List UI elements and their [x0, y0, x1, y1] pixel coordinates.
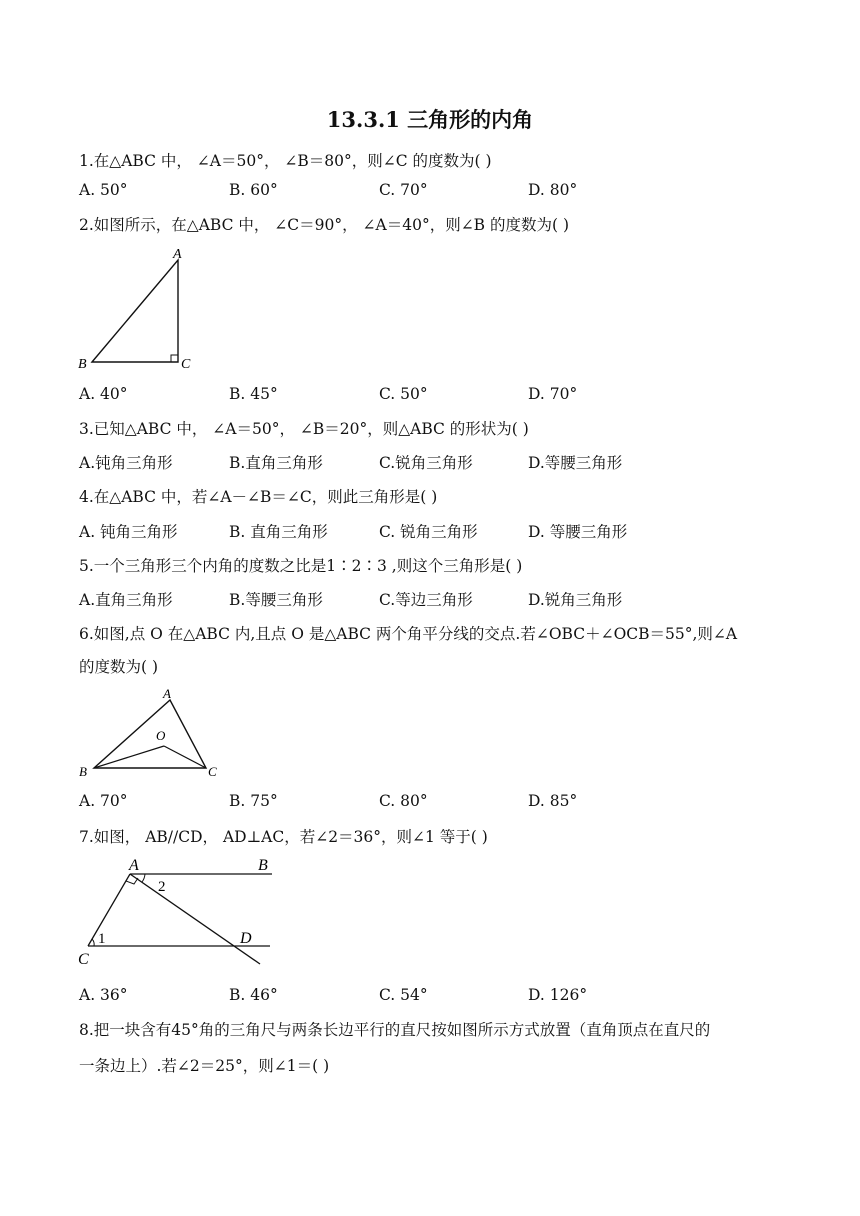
option-b: B. 46° [229, 986, 278, 1004]
page-title: 13.3.1 三角形的内角 [326, 107, 534, 132]
question-2-stem: 2.如图所示，在△ABC 中， ∠C＝90°， ∠A＝40°，则∠B 的度数为( ) [79, 216, 570, 234]
option-c: C. 50° [379, 385, 428, 403]
right-angle-mark [171, 355, 178, 362]
label-a: A [173, 247, 182, 262]
label-a: A [163, 686, 171, 701]
option-a: A. 36° [79, 986, 128, 1004]
right-triangle-figure [74, 240, 204, 375]
option-c: C. 80° [379, 792, 428, 810]
label-d: D [240, 930, 252, 947]
label-angle-1: 1 [98, 931, 106, 947]
label-o: O [156, 728, 166, 743]
label-angle-2: 2 [158, 879, 166, 895]
question-6-stem-line-1: 6.如图,点 O 在△ABC 内,且点 O 是△ABC 两个角平分线的交点.若∠OBC＋∠OCB＝55°,则∠A [79, 625, 738, 643]
label-b: B [258, 857, 268, 874]
label-c: C [208, 764, 217, 779]
question-1-stem: 1.在△ABC 中， ∠A＝50°， ∠B＝80°，则∠C 的度数为( ) [79, 152, 492, 170]
option-b: B. 45° [229, 385, 278, 403]
option-d: D. 80° [528, 181, 578, 199]
segment-ac [88, 874, 130, 946]
option-d: D. 85° [528, 792, 578, 810]
option-a: A.钝角三角形 [79, 454, 173, 472]
option-a: A. 钝角三角形 [79, 523, 178, 541]
option-c: C.锐角三角形 [379, 454, 473, 472]
triangle-abc [92, 260, 178, 362]
line-ad [130, 874, 260, 964]
label-c: C [78, 951, 89, 968]
option-c: C.等边三角形 [379, 591, 473, 609]
option-a: A. 40° [79, 385, 128, 403]
option-c: C. 70° [379, 181, 428, 199]
label-c: C [181, 357, 191, 372]
option-d: D.锐角三角形 [528, 591, 623, 609]
angle-1-arc [92, 939, 94, 946]
question-6-stem-line-2: 的度数为( ) [79, 658, 159, 676]
question-4-stem: 4.在△ABC 中，若∠A－∠B＝∠C，则此三角形是( ) [79, 488, 438, 506]
option-b: B.直角三角形 [229, 454, 323, 472]
option-a: A. 70° [79, 792, 128, 810]
question-3-stem: 3.已知△ABC 中， ∠A＝50°， ∠B＝20°，则△ABC 的形状为( ) [79, 420, 529, 438]
question-5-stem: 5.一个三角形三个内角的度数之比是1∶2∶3 ,则这个三角形是( ) [79, 557, 523, 575]
option-c: C. 54° [379, 986, 428, 1004]
label-b: B [78, 357, 87, 372]
option-d: D.等腰三角形 [528, 454, 623, 472]
question-7-stem: 7.如图， AB//CD， AD⊥AC，若∠2＝36°，则∠1 等于( ) [79, 828, 488, 846]
option-b: B.等腰三角形 [229, 591, 323, 609]
option-d: D. 等腰三角形 [528, 523, 628, 541]
option-d: D. 70° [528, 385, 578, 403]
option-d: D. 126° [528, 986, 588, 1004]
option-b: B. 直角三角形 [229, 523, 328, 541]
option-c: C. 锐角三角形 [379, 523, 478, 541]
angle-bisector-figure [74, 682, 234, 782]
label-b: B [79, 764, 87, 779]
question-8-stem-line-2: 一条边上）.若∠2＝25°，则∠1＝( ) [79, 1057, 330, 1075]
option-a: A. 50° [79, 181, 128, 199]
option-a: A.直角三角形 [79, 591, 173, 609]
label-a: A [129, 857, 139, 874]
triangle-abc [94, 700, 206, 768]
question-8-stem-line-1: 8.把一块含有45°角的三角尺与两条长边平行的直尺按如图所示方式放置（直角顶点在直尺的 [79, 1021, 711, 1039]
angle-2-arc [142, 874, 145, 882]
option-b: B. 60° [229, 181, 278, 199]
option-b: B. 75° [229, 792, 278, 810]
parallel-lines-figure [74, 852, 279, 972]
segment-bo [94, 746, 164, 768]
